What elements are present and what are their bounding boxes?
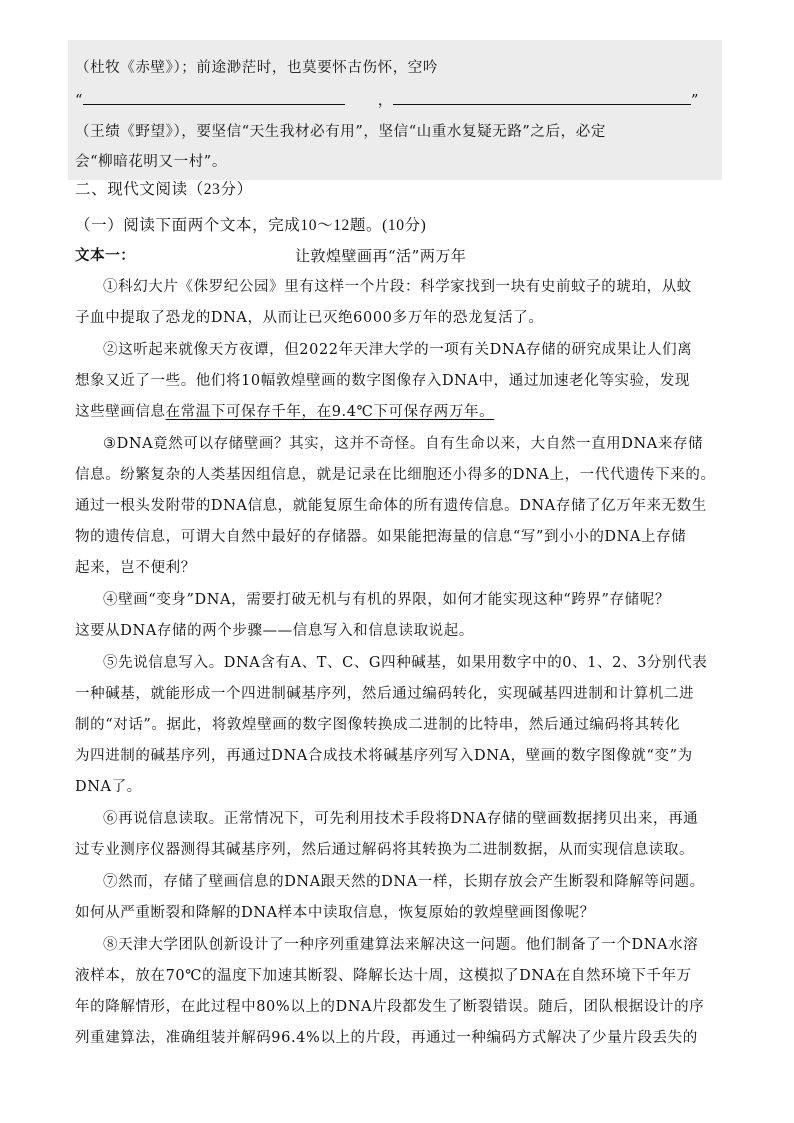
poem-line-1: （杜牧《赤壁》）；前途渺茫时，也莫要怀古伤怀，空吟 <box>75 60 438 76</box>
paragraph-line: ②这听起来就像天方夜谭，但2022年天津大学的一项有关DNA存储的研究成果让人们离 <box>103 342 693 358</box>
paragraph-line: 一种碱基，就能形成一个四进制碱基序列，然后通过编码转化，实现碱基四进制和计算机二进 <box>75 686 695 702</box>
paragraph-line: 想象又近了一些。他们将10幅敦煌壁画的数字图像存入DNA中，通过加速老化等实验，发现 <box>75 373 690 389</box>
paragraph-line: 这要从DNA存储的两个步骤——信息写入和信息读取说起。 <box>75 623 474 639</box>
paragraph-line: DNA了。 <box>75 779 142 795</box>
underlined-sentence: 在常温下可保存千年，在9.4℃下可保存两万年。 <box>165 404 495 420</box>
paragraph-line: 通过一根头发附带的DNA信息，就能复原生命体的所有遗传信息。DNA存储了亿万年来无数生 <box>75 498 707 514</box>
paragraph-line: 为四进制的碱基序列，再通过DNA合成技术将碱基序列写入DNA，壁画的数字图像就“变”为 <box>75 748 693 764</box>
paragraph-line: 液样本，放在70℃的温度下加速其断裂、降解长达十周，这模拟了DNA在自然环境下千年万 <box>75 968 692 984</box>
answer-blank-1[interactable] <box>83 90 345 105</box>
paragraph-text: 这些壁画信息 <box>75 404 166 420</box>
paragraph-line <box>75 402 725 422</box>
paragraph-line: 如何从严重断裂和降解的DNA样本中读取信息，恢复原始的敦煌壁画图像呢？ <box>75 905 595 921</box>
answer-blank-2[interactable] <box>393 90 691 105</box>
poem-line-3: （王绩《野望》），要坚信“天生我材必有用”，坚信“山重水复疑无路”之后，必定 <box>75 124 606 140</box>
paragraph-line: ⑥再说信息读取。正常情况下，可先利用技术手段将DNA存储的壁画数据拷贝出来，再通 <box>103 811 699 827</box>
part-heading: （一）阅读下面两个文本，完成10～12题。(10分) <box>75 217 427 234</box>
paragraph-line: ⑦然而，存储了壁画信息的DNA跟天然的DNA一样，长期存放会产生断裂和降解等问题。 <box>103 874 705 890</box>
paragraph-line: 起来，岂不便利？ <box>75 560 196 576</box>
paragraph-line: 制的“对话”。据此，将敦煌壁画的数字图像转换成二进制的比特串，然后通过编码将其转化 <box>75 717 680 733</box>
paragraph-line: 列重建算法，准确组装并解码96.4%以上的片段，再通过一种编码方式解决了少量片段丢失的 <box>75 1030 698 1046</box>
section-heading: 二、现代文阅读（23分） <box>75 181 253 198</box>
paragraph-line: ④壁画“变身”DNA，需要打破无机与有机的界限，如何才能实现这种“跨界”存储呢？ <box>103 592 670 608</box>
paragraph-line: 信息。纷繁复杂的人类基因组信息，就是记录在比细胞还小得多的DNA上，一代代遗传下来的。 <box>75 467 716 483</box>
paragraph-line: ③DNA竟然可以存储壁画？其实，这并不奇怪。自有生命以来，大自然一直用DNA来存储 <box>103 436 704 452</box>
paragraph-line: ⑧天津大学团队创新设计了一种序列重建算法来解决这一问题。他们制备了一个DNA水溶 <box>103 937 699 953</box>
paragraph-line: 物的遗传信息，可谓大自然中最好的存储器。如果能把海量的信息“写”到小小的DNA上存储 <box>75 529 687 545</box>
paragraph-line: 年的降解情形，在此过程中80%以上的DNA片段都发生了断裂错误。随后，团队根据设计的序 <box>75 999 705 1015</box>
poem-line-4: 会“柳暗花明又一村”。 <box>75 154 227 170</box>
quote-close: ” <box>691 93 700 109</box>
comma: ， <box>377 93 394 109</box>
paragraph-line: 过专业测序仪器测得其碱基序列，然后通过解码将其转换为二进制数据，从而实现信息读取。 <box>75 842 695 858</box>
quote-open: “ <box>75 93 84 109</box>
paragraph-line: 子血中提取了恐龙的DNA，从而让已灭绝6000多万年的恐龙复活了。 <box>75 310 544 326</box>
paragraph-line: ⑤先说信息写入。DNA含有A、T、C、G四种碱基，如果用数字中的0、1、2、3分别代表 <box>103 655 708 671</box>
paragraph-line: ①科幻大片《侏罗纪公园》里有这样一个片段：科学家找到一块有史前蚊子的琥珀，从蚊 <box>103 279 692 295</box>
text1-label: 文本一： <box>75 247 136 264</box>
poem-fill-blank-line <box>75 90 725 111</box>
text1-title: 让敦煌壁画再“活”两万年 <box>295 247 467 265</box>
